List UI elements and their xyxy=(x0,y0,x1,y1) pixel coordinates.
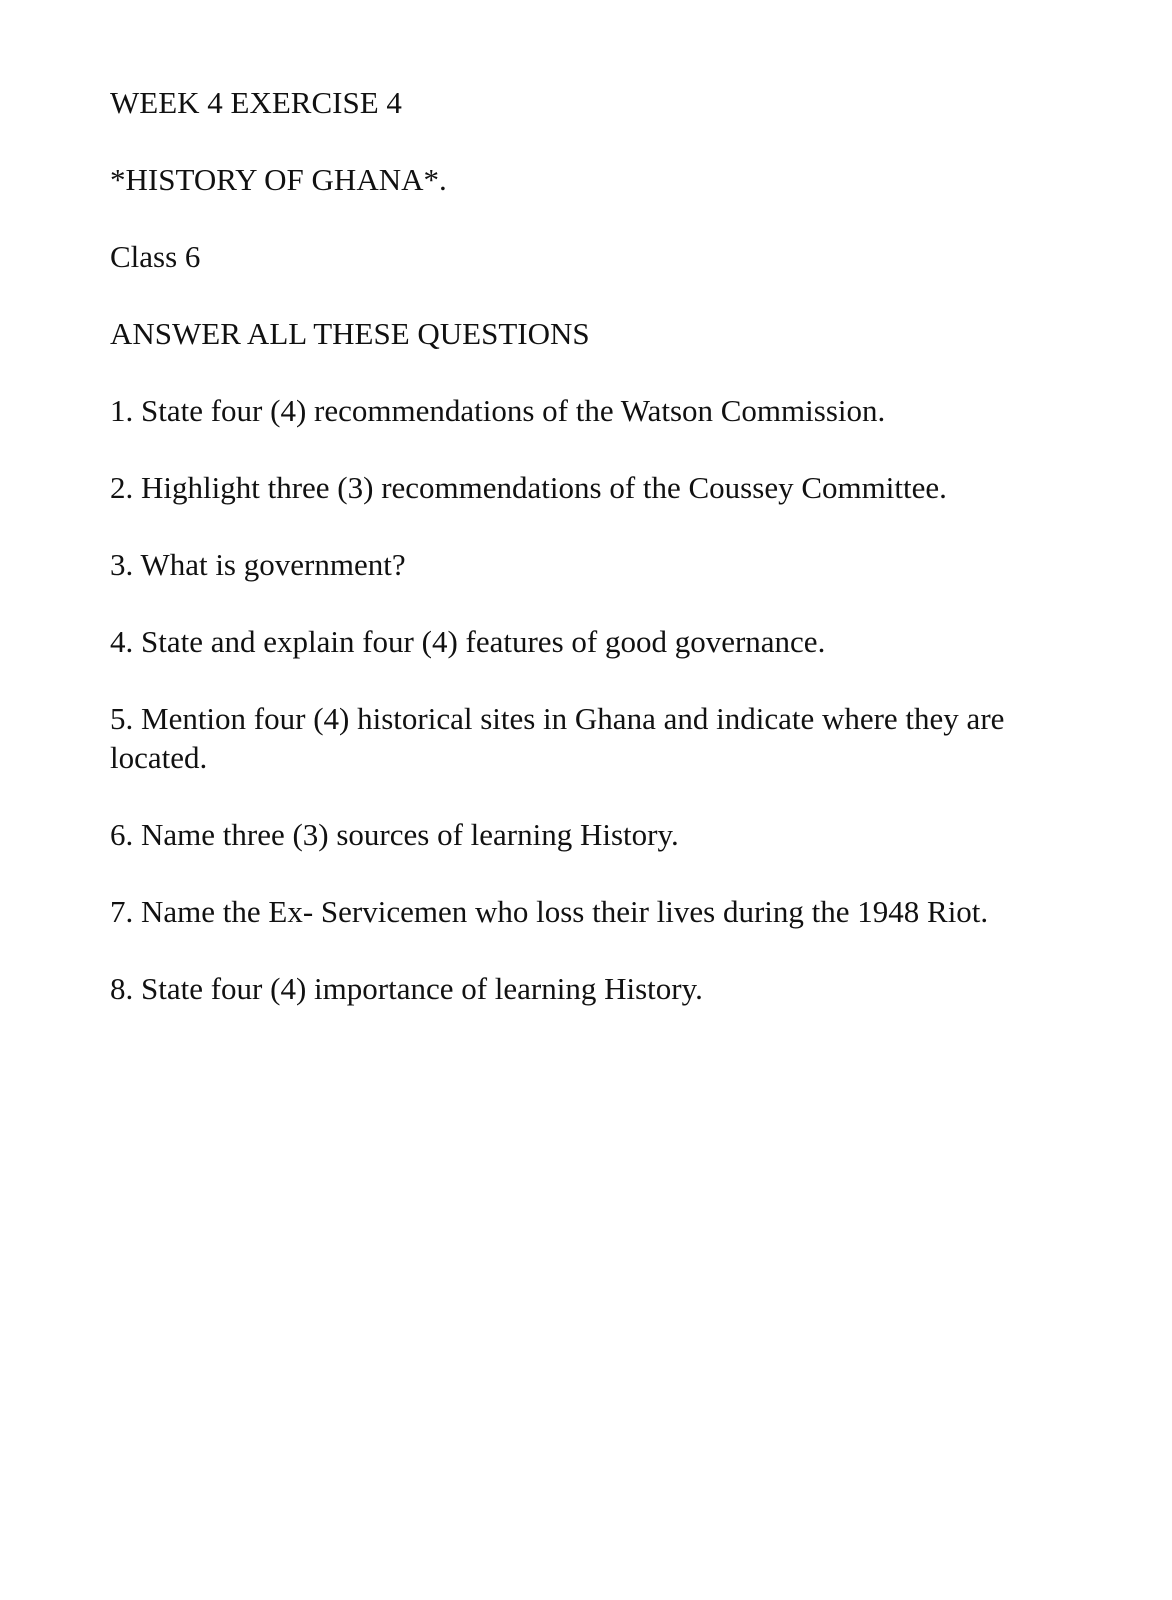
question-1: 1. State four (4) recommendations of the Watson Commission. xyxy=(110,393,886,428)
subject-title: *HISTORY OF GHANA*. xyxy=(110,162,447,197)
worksheet-content xyxy=(110,83,1070,1046)
class-label: Class 6 xyxy=(110,239,201,274)
question-2: 2. Highlight three (3) recommendations of the Coussey Committee. xyxy=(110,470,947,505)
question-4: 4. State and explain four (4) features of good governance. xyxy=(110,624,826,659)
week-exercise-title: WEEK 4 EXERCISE 4 xyxy=(110,85,402,120)
question-5: 5. Mention four (4) historical sites in Ghana and indicate where they are located. xyxy=(110,701,1005,775)
question-6: 6. Name three (3) sources of learning History. xyxy=(110,817,679,852)
question-3: 3. What is government? xyxy=(110,547,406,582)
question-8: 8. State four (4) importance of learning History. xyxy=(110,971,703,1006)
question-7: 7. Name the Ex- Servicemen who loss their lives during the 1948 Riot. xyxy=(110,894,989,929)
instruction-text: ANSWER ALL THESE QUESTIONS xyxy=(110,316,590,351)
